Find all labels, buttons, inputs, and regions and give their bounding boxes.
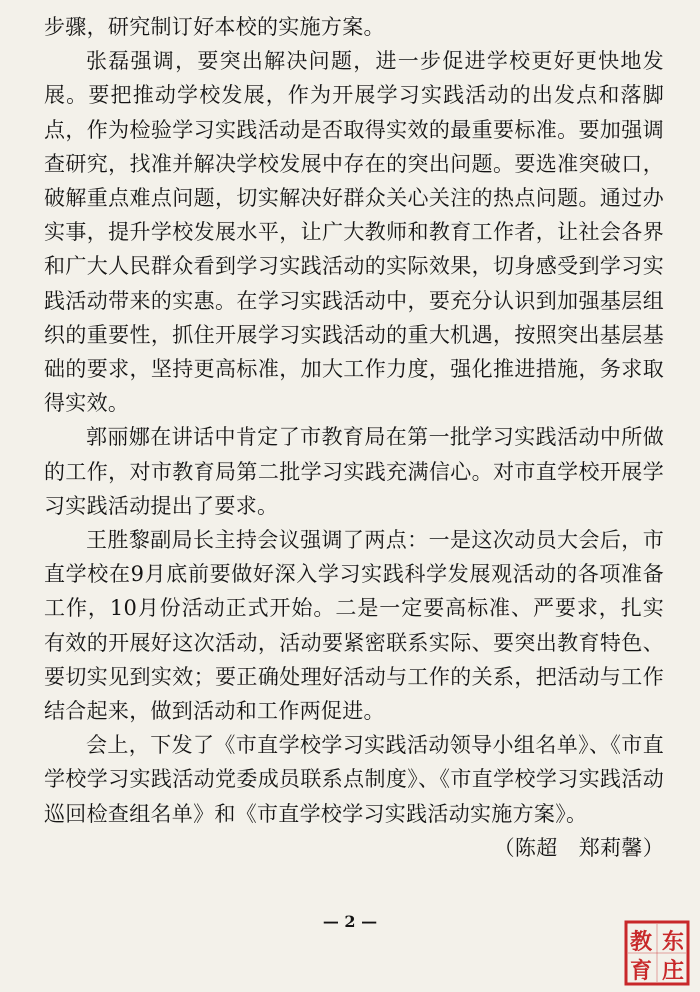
svg-text:教: 教 [629, 930, 653, 955]
svg-text:育: 育 [629, 959, 653, 984]
paragraph-2: 张磊强调，要突出解决问题，进一步促进学校更好更快地发展。要把推动学校发展，作为开展学习实践活动的出发点和落脚点，作为检验学习实践活动是否取得实效的最重要标准。要加强调查研究，找准并解决学校发展中存在的突出问题。要选准突破口，破解重点难点问题，切实解决好群众关心关注的热点问题。通过办实事，提升学校发展水平，让广大教师和教育工作者，让社会各界和广大人民群众看到学习实践活动的实际效果，切身感受到学习实践活动带来的实惠。在学习实践活动中，要充分认识到加强基层组织的重要性，抓住开展学习实践活动的重大机遇，按照突出基层基础的要求，坚持更高标准，加大工作力度，强化推进措施，务求取得实效。 [44, 49, 664, 416]
author-signature: （陈超 郑莉馨） [493, 835, 664, 860]
paragraph-1: 步骤，研究制订好本校的实施方案。 [44, 15, 385, 39]
svg-text:庄: 庄 [661, 959, 685, 984]
paragraph-4: 王胜黎副局长主持会议强调了两点：一是这次动员大会后，市直学校在9月底前要做好深入学习实践科学发展观活动的各项准备工作，10月份活动正式开始。二是一定要高标准、严要求，扎实有效的开展好这次活动，活动要紧密联系实际、要突出教育特色、要切实见到实效；要正确处理好活动与工作的关系，把活动与工作结合起来，做到活动和工作两促进。 [44, 528, 664, 724]
paragraph-3: 郭丽娜在讲话中肯定了市教育局在第一批学习实践活动中所做的工作，对市教育局第二批学习实践充满信心。对市直学校开展学习实践活动提出了要求。 [44, 425, 664, 518]
seal-stamp-icon [624, 920, 690, 986]
page-number: — 2 — [322, 912, 378, 931]
paragraph-5: 会上，下发了《市直学校学习实践活动领导小组名单》、《市直学校学习实践活动党委成员联系点制度》、《市直学校学习实践活动巡回检查组名单》和《市直学校学习实践活动实施方案》。 [44, 733, 664, 826]
svg-text:东: 东 [661, 930, 685, 955]
body-text [44, 10, 664, 865]
